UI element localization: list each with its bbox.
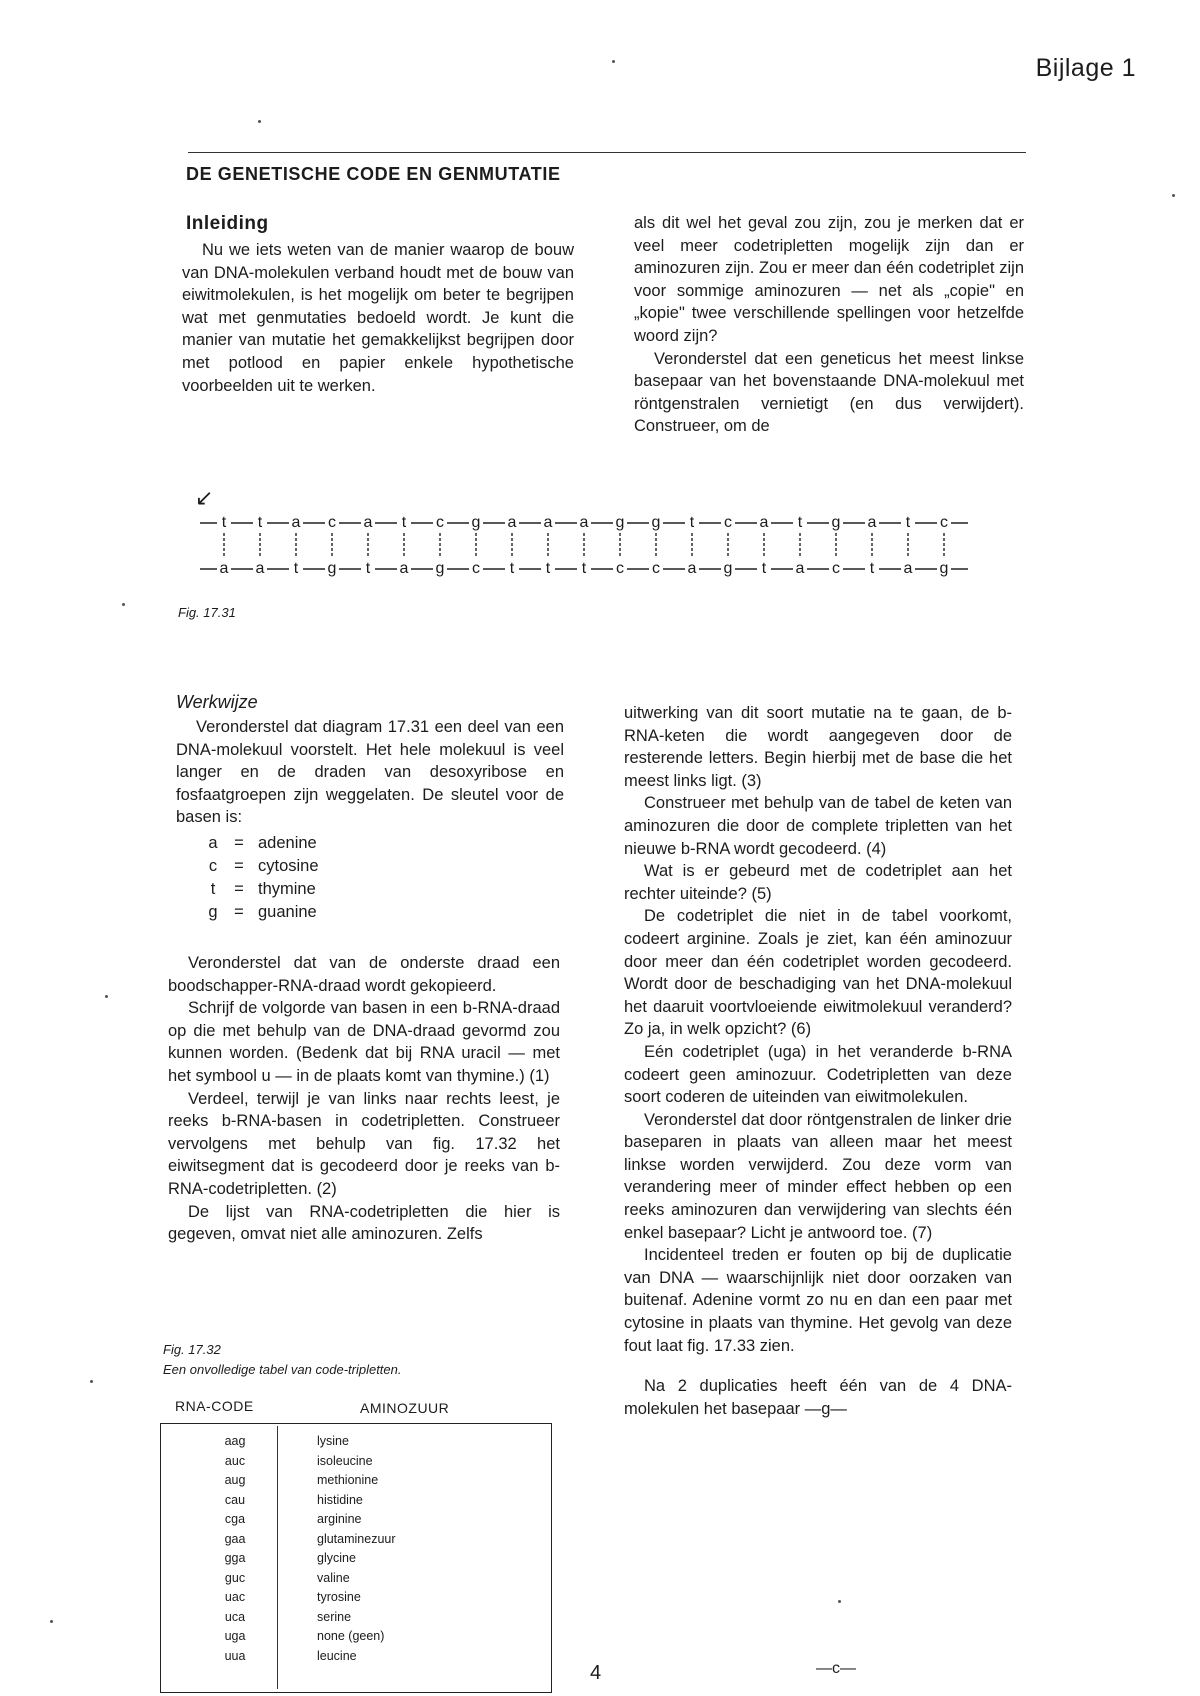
right-paragraph-6: Veronderstel dat door röntgenstralen de linker drie baseparen in plaats van alleen maar het meest linkse worden verwijderd. Zou deze vorm van verandering meer of minder effect hebben op een reeks aminozuren dan verwijdering van slechts één enkel basepaar? Licht je antwoord toe. (7): [624, 1110, 1012, 1242]
codon-code: gga: [224, 1551, 246, 1565]
scan-speck: [612, 60, 615, 63]
top-base: a: [543, 514, 553, 531]
top-base: a: [363, 514, 373, 531]
fig-17-32-caption: Fig. 17.32: [163, 1342, 221, 1357]
right-paragraph-1: uitwerking van dit soort mutatie na te gaan, de b-RNA-keten die wordt aangegeven door de resterende letters. Begin hierbij met de base die het meest links ligt. (3): [624, 704, 1012, 790]
scan-speck: [258, 120, 261, 123]
amino-acid-name: none (geen): [317, 1629, 385, 1643]
top-base: c: [328, 514, 336, 531]
title-rule: [188, 152, 1026, 153]
top-base: a: [867, 514, 877, 531]
top-base: c: [436, 514, 444, 531]
bottom-base: t: [509, 560, 515, 577]
intro-right-paragraph-2: Veronderstel dat een geneticus het meest linkse basepaar van het bovenstaande DNA-molekuul met röntgenstralen vernietigt (en dus verwijdert). Construeer, om de: [634, 349, 1024, 436]
bottom-base: t: [761, 560, 767, 577]
right-paragraph-4: De codetriplet die niet in de tabel voorkomt, codeert arginine. Zoals je ziet, kan één aminozuur door meer dan één codetriplet worden gecodeerd. Wordt door de beschadiging van het DNA-molekuul het daaruit voortvloeiende eiwitmolekuul veranderd? Zo ja, in welk opzicht? (6): [624, 907, 1012, 1039]
right-paragraph-8: Na 2 duplicaties heeft één van de 4 DNA-molekulen het basepaar —g—: [624, 1377, 1012, 1418]
codon-code: guc: [224, 1570, 246, 1585]
codon-code: auc: [224, 1453, 246, 1468]
bottom-base: t: [293, 560, 299, 577]
top-base: t: [257, 514, 263, 531]
page-title: DE GENETISCHE CODE EN GENMUTATIE: [186, 164, 561, 184]
page-number: 4: [590, 1662, 602, 1684]
amino-acid-column: [317, 1432, 537, 1666]
top-base: g: [615, 514, 625, 531]
fig-17-31-caption: Fig. 17.31: [178, 605, 236, 620]
fig-17-32-subcaption: Een onvolledige tabel van code-tripletten.: [163, 1362, 402, 1377]
right-column: [624, 702, 1012, 1420]
scan-speck: [122, 603, 125, 606]
bottom-base: t: [581, 560, 587, 577]
amino-acid-name: histidine: [317, 1492, 363, 1507]
column-header-amino-acid: AMINOZUUR: [360, 1400, 450, 1416]
right-paragraph-2: Construeer met behulp van de tabel de keten van aminozuren die door de complete tripletten van het nieuwe b-RNA wordt gecodeerd. (4): [624, 794, 1012, 858]
top-base: t: [401, 514, 407, 531]
bottom-base: c: [832, 560, 840, 577]
codon-code: uga: [224, 1629, 246, 1643]
bottom-base: a: [687, 560, 697, 577]
bottom-base: g: [723, 560, 733, 577]
scan-speck: [105, 995, 108, 998]
bottom-base: a: [219, 560, 229, 577]
bottom-base: a: [399, 560, 409, 577]
bottom-base: t: [365, 560, 371, 577]
key-row-thymine: t = thymine: [210, 880, 316, 898]
bottom-base: c: [616, 560, 624, 577]
top-base: a: [579, 514, 589, 531]
top-base: t: [905, 514, 911, 531]
intro-right-column: [634, 212, 1024, 438]
top-base: t: [797, 514, 803, 531]
intro-heading: Inleiding: [186, 213, 269, 234]
appendix-label: Bijlage 1: [1035, 54, 1136, 82]
scan-speck: [90, 1380, 93, 1383]
top-base: a: [759, 514, 769, 531]
arrow-marker-icon: ↙: [195, 485, 214, 510]
bottom-base: a: [903, 560, 913, 577]
method-paragraph-4: Verdeel, terwijl je van links naar rechts leest, je reeks b-RNA-basen in codetripletten. Construeer vervolgens met behulp van fig. 17.32 het eiwitsegment dat is gecodeerd door je reeks van b-RNA-codetripletten. (2): [168, 1089, 560, 1198]
bottom-base: —c—: [816, 1660, 856, 1677]
top-base: a: [507, 514, 517, 531]
bottom-base: g: [435, 560, 445, 577]
bottom-base: a: [795, 560, 805, 577]
amino-acid-name: arginine: [317, 1512, 362, 1526]
right-paragraph-5: Eén codetriplet (uga) in het veranderde b-RNA codeert geen aminozuur. Codetripletten van deze soort coderen de uiteinden van eiwitmolekulen.: [624, 1042, 1012, 1107]
base-key-list: [200, 832, 319, 924]
amino-acid-name: leucine: [317, 1648, 357, 1663]
method-paragraph-5: De lijst van RNA-codetripletten die hier is gegeven, omvat niet alle aminozuren. Zelfs: [168, 1202, 560, 1244]
bottom-base: t: [545, 560, 551, 577]
intro-left-column: [182, 239, 574, 397]
amino-acid-name: glycine: [317, 1551, 356, 1565]
method-paragraph-1: Veronderstel dat diagram 17.31 een deel van een DNA-molekuul voorstelt. Het hele molekuul is veel langer en de draden van desoxyribose en fosfaatgroepen zijn weggelaten. De sleutel voor de basen is:: [176, 718, 564, 827]
scan-speck: [50, 1620, 53, 1623]
table-divider: [277, 1426, 278, 1689]
bottom-base: g: [327, 560, 337, 577]
top-base: c: [724, 514, 732, 531]
key-row-cytosine: c = cytosine: [208, 857, 319, 875]
column-header-rna-code: RNA-CODE: [175, 1398, 254, 1414]
codon-code-column: [205, 1432, 265, 1666]
amino-acid-name: methionine: [317, 1473, 379, 1487]
bottom-base: c: [652, 560, 660, 577]
right-paragraph-3: Wat is er gebeurd met de codetriplet aan het rechter uiteinde? (5): [624, 862, 1012, 903]
amino-acid-name: isoleucine: [317, 1453, 373, 1468]
codon-code: uca: [224, 1609, 246, 1624]
intro-paragraph: Nu we iets weten van de manier waarop de bouw van DNA-molekulen verband houdt met de bouw van eiwitmolekulen, is het mogelijk om beter te begrijpen wat met genmutaties bedoeld wordt. Je kunt die manier van mutatie het gemakkelijkst begrijpen door met potlood en papier enkele hypothetische voorbeelden uit te werken.: [182, 241, 574, 395]
method-column: [176, 716, 564, 829]
bottom-base: a: [255, 560, 265, 577]
amino-acid-name: lysine: [317, 1434, 349, 1448]
bottom-base: t: [869, 560, 875, 577]
amino-acid-name: glutaminezuur: [317, 1531, 396, 1546]
method-paragraph-3: Schrijf de volgorde van basen in een b-RNA-draad op die met behulp van de DNA-draad gevormd zou kunnen worden. (Bedenk dat bij RNA uracil — met het symbool u — in de plaats komt van thymine.) (1): [168, 999, 560, 1085]
amino-acid-name: serine: [317, 1609, 352, 1624]
bottom-base: c: [472, 560, 480, 577]
top-base: g: [471, 514, 481, 531]
scan-speck: [838, 1600, 841, 1603]
top-base: g: [651, 514, 661, 531]
codon-code: uac: [224, 1590, 246, 1604]
method-paragraph-2: Veronderstel dat van de onderste draad een boodschapper-RNA-draad wordt gekopieerd.: [168, 954, 560, 995]
key-row-guanine: g = guanine: [208, 903, 317, 921]
scan-speck: [1172, 194, 1175, 197]
top-base: a: [291, 514, 301, 531]
amino-acid-name: tyrosine: [317, 1590, 361, 1604]
method-heading: Werkwijze: [176, 692, 258, 712]
bottom-base: g: [939, 560, 949, 577]
amino-acid-name: valine: [317, 1570, 350, 1585]
right-paragraph-7: Incidenteel treden er fouten op bij de duplicatie van DNA — waarschijnlijk niet door oorzaken van buitenaf. Adenine vormt zo nu en dan een paar met cytosine in plaats van thymine. Het gevolg van deze fout laat fig. 17.33 zien.: [624, 1246, 1012, 1355]
codon-code: cau: [224, 1492, 246, 1507]
method-column-continued: [168, 952, 560, 1246]
intro-right-paragraph-1: als dit wel het geval zou zijn, zou je merken dat er veel meer codetripletten mogelijk zijn dan er aminozuren zijn. Zou er meer dan één codetriplet zijn voor sommige aminozuren — net als „copie" en „kopie" twee verschillende spellingen voor hetzelfde woord zijn?: [634, 214, 1024, 345]
codon-code: uua: [224, 1648, 246, 1663]
codon-code: aug: [224, 1473, 246, 1487]
codon-code: aag: [224, 1434, 246, 1448]
dna-diagram: [200, 505, 1000, 595]
key-row-adenine: a = adenine: [208, 834, 317, 852]
codon-code: cga: [224, 1512, 246, 1526]
top-base: g: [831, 514, 841, 531]
codon-code: gaa: [224, 1531, 246, 1546]
top-base: t: [221, 514, 227, 531]
top-base: t: [689, 514, 695, 531]
top-base: c: [940, 514, 948, 531]
